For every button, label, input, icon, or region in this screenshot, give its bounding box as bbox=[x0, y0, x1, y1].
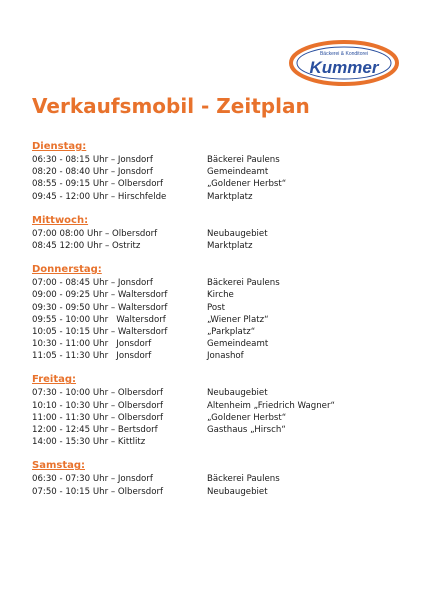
time-location: 08:45 12:00 Uhr – Ostritz bbox=[32, 240, 141, 251]
schedule-row bbox=[32, 412, 402, 424]
stop-place: Bäckerei Paulens bbox=[207, 155, 280, 165]
schedule-row bbox=[32, 387, 402, 399]
stop-place: Marktplatz bbox=[207, 191, 253, 202]
day-heading: Freitag: bbox=[32, 374, 77, 386]
schedule-row bbox=[32, 302, 402, 314]
schedule-section bbox=[32, 263, 402, 362]
page-title: Verkaufsmobil - Zeitplan bbox=[32, 94, 310, 118]
schedule-section bbox=[32, 140, 402, 203]
time-location: 11:05 - 11:30 Uhr Jonsdorf bbox=[32, 351, 152, 362]
stop-place: Gemeindeamt bbox=[207, 167, 269, 178]
schedule-row bbox=[32, 166, 402, 178]
stop-place bbox=[207, 436, 402, 448]
schedule-row bbox=[32, 228, 402, 240]
stop-place: Bäckerei Paulens bbox=[207, 474, 280, 485]
stop-place: Altenheim „Friedrich Wagner“ bbox=[207, 400, 335, 411]
time-location: 07:00 - 08:45 Uhr – Jonsdorf bbox=[32, 278, 153, 289]
schedule-row bbox=[32, 277, 402, 289]
schedule-row bbox=[32, 240, 402, 252]
time-location: 07:00 08:00 Uhr – Olbersdorf bbox=[32, 228, 158, 239]
time-location: 09:30 - 09:50 Uhr – Waltersdorf bbox=[32, 302, 168, 313]
stop-place: „Goldener Herbst“ bbox=[207, 412, 287, 423]
schedule-section bbox=[32, 373, 402, 448]
time-location: 06:30 - 08:15 Uhr – Jonsdorf bbox=[32, 155, 153, 165]
stop-place: Kirche bbox=[207, 290, 234, 301]
stop-place: Neubaugebiet bbox=[207, 486, 268, 497]
time-location: 09:55 - 10:00 Uhr Waltersdorf bbox=[32, 314, 166, 325]
day-heading: Samstag: bbox=[32, 460, 86, 472]
logo-small-text: Bäckerei & Konditorei bbox=[319, 51, 369, 57]
stop-place: Jonashof bbox=[207, 351, 244, 362]
time-location: 06:30 - 07:30 Uhr – Jonsdorf bbox=[32, 474, 153, 485]
stop-place: Gemeindeamt bbox=[207, 339, 269, 350]
schedule-row bbox=[32, 486, 402, 498]
schedule-row bbox=[32, 178, 402, 190]
schedule-row bbox=[32, 191, 402, 203]
time-location: 10:10 - 10:30 Uhr – Olbersdorf bbox=[32, 400, 164, 411]
time-location: 09:45 - 12:00 Uhr – Hirschfelde bbox=[32, 191, 167, 202]
time-location: 08:55 - 09:15 Uhr – Olbersdorf bbox=[32, 179, 164, 190]
kummer-logo bbox=[289, 40, 399, 86]
schedule-row bbox=[32, 338, 402, 350]
time-location: 08:20 - 08:40 Uhr – Jonsdorf bbox=[32, 167, 153, 178]
schedule-row bbox=[32, 314, 402, 326]
time-location: 14:00 - 15:30 Uhr – Kittlitz bbox=[32, 437, 146, 448]
time-location: 10:30 - 11:00 Uhr Jonsdorf bbox=[32, 339, 152, 350]
schedule-section bbox=[32, 214, 402, 252]
time-location: 11:00 - 11:30 Uhr – Olbersdorf bbox=[32, 412, 164, 423]
schedule-row bbox=[32, 154, 402, 166]
schedule-row bbox=[32, 289, 402, 301]
time-location: 07:30 - 10:00 Uhr – Olbersdorf bbox=[32, 388, 164, 399]
stop-place: „Wiener Platz“ bbox=[207, 314, 269, 325]
logo-graphic bbox=[289, 40, 399, 86]
schedule-row bbox=[32, 400, 402, 412]
day-heading: Mittwoch: bbox=[32, 214, 89, 226]
stop-place: Neubaugebiet bbox=[207, 388, 268, 399]
day-heading: Donnerstag: bbox=[32, 264, 102, 276]
stop-place: Marktplatz bbox=[207, 240, 253, 251]
time-location: 12:00 - 12:45 Uhr – Bertsdorf bbox=[32, 425, 158, 435]
day-heading: Dienstag: bbox=[32, 141, 87, 152]
logo-brand-name: Kummer bbox=[309, 58, 379, 77]
schedule-section bbox=[32, 459, 402, 497]
stop-place: „Goldener Herbst“ bbox=[207, 179, 287, 190]
time-location: 10:05 - 10:15 Uhr – Waltersdorf bbox=[32, 326, 168, 337]
stop-place: Neubaugebiet bbox=[207, 228, 268, 239]
stop-place: Post bbox=[207, 302, 225, 313]
schedule-row bbox=[32, 473, 402, 485]
stop-place: Gasthaus „Hirsch“ bbox=[207, 425, 286, 435]
schedule-row bbox=[32, 326, 402, 338]
schedule-row bbox=[32, 424, 402, 436]
time-location: 07:50 - 10:15 Uhr – Olbersdorf bbox=[32, 486, 164, 497]
stop-place: „Parkplatz“ bbox=[207, 326, 256, 337]
schedule bbox=[32, 140, 402, 509]
schedule-row bbox=[32, 350, 402, 362]
time-location: 09:00 - 09:25 Uhr – Waltersdorf bbox=[32, 290, 168, 301]
stop-place: Bäckerei Paulens bbox=[207, 278, 280, 289]
schedule-row bbox=[32, 436, 402, 448]
